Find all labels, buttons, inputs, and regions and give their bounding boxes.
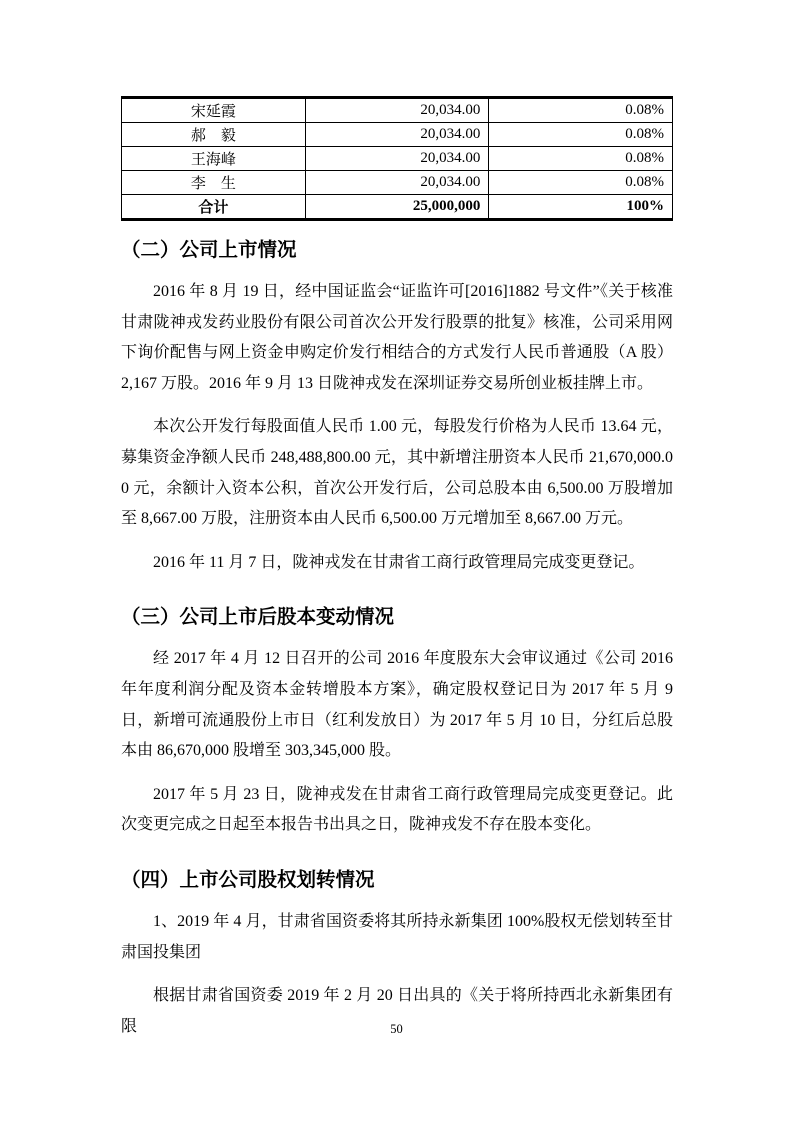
- paragraph: 2017 年 5 月 23 日，陇神戎发在甘肃省工商行政管理局完成变更登记。此次变更完成之日起至本报告书出具之日，陇神戎发不存在股本变化。: [121, 785, 673, 834]
- section-heading-share-changes: （三）公司上市后股本变动情况: [121, 606, 395, 629]
- page-content: [121, 0, 673, 1042]
- shares-cell: 20,034.00: [305, 147, 489, 171]
- shareholder-table: [121, 96, 673, 221]
- percentage-cell: 0.08%: [489, 98, 673, 123]
- paragraph: 本次公开发行每股面值人民币 1.00 元，每股发行价格为人民币 13.64 元，募集资金净额人民币 248,488,800.00 元，其中新增注册资本人民币 21,670,000.00 元，余额计入资本公积，首次公开发行后，公司总股本由 6,500.00 万股增加至 8,667.00 万股，注册资本由人民币 6,500.00 万元增加至 8,667.00 万元。: [121, 418, 673, 528]
- total-shares-cell: 25,000,000: [305, 195, 489, 220]
- total-label-cell: 合计: [122, 195, 306, 220]
- percentage-cell: 0.08%: [489, 123, 673, 147]
- shareholder-name-cell: 宋延霞: [122, 98, 306, 123]
- section-heading-listing: （二）公司上市情况: [121, 239, 297, 261]
- shareholder-name-cell: 李 生: [122, 171, 306, 195]
- shares-cell: 20,034.00: [305, 171, 489, 195]
- shares-cell: 20,034.00: [305, 123, 489, 147]
- paragraph: 2016 年 11 月 7 日，陇神戎发在甘肃省工商行政管理局完成变更登记。: [153, 553, 645, 571]
- shares-cell: 20,034.00: [305, 98, 489, 123]
- section-heading-equity-transfer: （四）上市公司股权划转情况: [121, 868, 375, 891]
- total-percentage-cell: 100%: [489, 195, 673, 220]
- page-number: 50: [390, 1022, 403, 1036]
- percentage-cell: 0.08%: [489, 147, 673, 171]
- paragraph: 2016 年 8 月 19 日，经中国证监会“证监许可[2016]1882 号文件”《关于核准甘肃陇神戎发药业股份有限公司首次公开发行股票的批复》核准，公司采用网下询价配售与网上资金申购定价发行相结合的方式发行人民币普通股（A 股）2,167 万股。2016 年 9 月 13 日陇神戎发在深圳证券交易所创业板挂牌上市。: [121, 283, 673, 392]
- table-row: [122, 147, 673, 171]
- paragraph: 根据甘肃省国资委 2019 年 2 月 20 日出具的《关于将所持西北永新集团有限: [121, 987, 673, 1035]
- paragraph: 1、2019 年 4 月，甘肃省国资委将其所持永新集团 100%股权无偿划转至甘肃国投集团: [121, 912, 673, 961]
- table-row: [122, 98, 673, 123]
- table-row: [122, 171, 673, 195]
- paragraph: 经 2017 年 4 月 12 日召开的公司 2016 年度股东大会审议通过《公司 2016 年年度利润分配及资本金转增股本方案》，确定股权登记日为 2017 年 5 月 9 日，新增可流通股份上市日（红利发放日）为 2017 年 5 月 10 日，分红后总股本由 86,670,000 股增至 303,345,000 股。: [121, 650, 673, 760]
- percentage-cell: 0.08%: [489, 171, 673, 195]
- table-row: [122, 123, 673, 147]
- shareholder-name-cell: 王海峰: [122, 147, 306, 171]
- table-total-row: [122, 195, 673, 220]
- shareholder-name-cell: 郝 毅: [122, 123, 306, 147]
